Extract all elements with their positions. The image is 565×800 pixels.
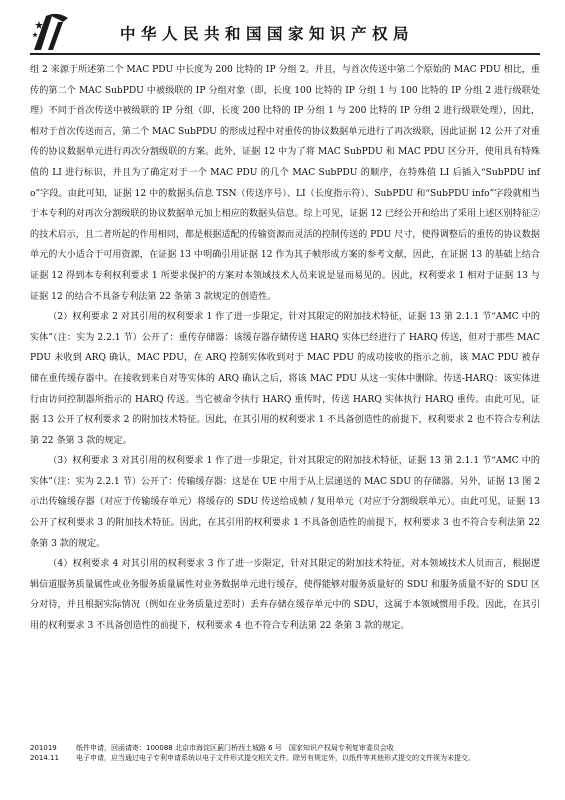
page-footer: [30, 743, 540, 763]
header-divider: [30, 53, 540, 55]
office-name-title: 中华人民共和国国家知识产权局: [120, 25, 415, 43]
form-date: 2014.11: [30, 754, 59, 762]
decision-body: [30, 60, 540, 637]
paper-submission-notice: 纸件申请，回函请寄：100088 北京市海淀区蓟门桥西土城路 6 号 国家知识产权局专利复审委员会收: [76, 744, 394, 752]
paragraph-claim-2: （2）权利要求 2 对其引用的权利要求 1 作了进一步限定，针对其限定的附加技术特征，证据 13 第 2.1.1 节“AMC 中的实体”（注：实为 2.2.1 节）公开了：重传存储器：该缓存器存储传送 HARQ 实体已经进行了 HARQ 传送，但对于那些 MAC PDU 未收到 ARQ 确认，MAC PDU，在 ARQ 控制实体收到对于 MAC PDU 的成功接收的指示之前，该 MAC PDU 被存储在重传缓存器中。在接收到来自对等实体的 ARQ 确认之后，将该 MAC PDU 从这一实体中删除。传送-HARQ：该实体进行由访问控制器所指示的 HARQ 传送。当它被命令执行 HARQ 重传时，传送 HARQ 实体执行 HARQ 重传。由此可见，证据 13 公开了权利要求 2 的附加技术特征。因此，在其引用的权利要求 1 不具备创造性的前提下，权利要求 2 也不符合专利法第 22 条第 3 款的规定。: [30, 312, 540, 446]
cnipa-logo-icon: [32, 10, 70, 52]
paragraph-continuation: 组 2 来源于所述第二个 MAC PDU 中长度为 200 比特的 IP 分组 2。并且，与首次传送中第二个原始的 MAC PDU 相比，重传的第二个 MAC SubPDU 中被级联的 IP 分组对象（即，长度 100 比特的 IP 分组 1 与 100 比特的 IP 分组 2 进行级联处理）不同于首次传送中被级联的 IP 分组（即，长度 200 比特的 IP 分组 1 与 200 比特的 IP 分组 2 进行级联处理），因此，相对于首次传送而言，第二个 MAC SubPDU 的形成过程中对重传的协议数据单元进行了再次级联，因此证据 12 公开了对重传的协议数据单元进行再次分割级联的方案。此外，证据 12 中为了将 MAC SubPDU 和 MAC PDU 区分开，使用具有特殊值的 LI 进行标识，并且为了确定对于一个 MAC PDU 的几个 MAC SubPDU 的顺序，在特殊值 LI 后插入“SubPDU info”字段。由此可知，证据 12 中的数据头信息 TSN（传送序号）、LI（长度指示符）、SubPDU 和“SubPDU info”字段就相当于本专利的对再次分割级联的协议数据单元加上相应的数据头信息。综上可见，证据 12 已经公开和给出了采用上述区别特征②的技术启示，且二者所起的作用相同，都是根据适配的传输资源而灵活的控制传送的 PDU 尺寸，使得调整后的重传的协议数据单元的大小适合于可用资源，在证据 13 中明确引用证据 12 作为其子帧形成方案的参考文献，因此，在证据 13 的基础上结合证据 12 得到本专利权利要求 1 所要求保护的方案对本领域技术人员来说是显而易见的。因此，权利要求 1 相对于证据 13 与证据 12 的结合不具备专利法第 22 条第 3 款规定的创造性。: [30, 65, 540, 302]
paragraph-claim-4: （4）权利要求 4 对其引用的权利要求 3 作了进一步限定，针对其限定的附加技术特征，对本领域技术人员而言，根据逻辑信道服务质量属性或业务服务质量属性对业务数据单元进行缓存，使得能够对服务质量好的 SDU 和服务质量不好的 SDU 区分对待，并且根据实际情况（例如在业务质量过差时）丢弃存储在缓存单元中的 SDU，这属于本领域惯用手段。因此，在其引用的权利要求 3 不具备创造性的前提下，权利要求 4 也不符合专利法第 22 条第 3 款的规定。: [30, 559, 540, 632]
form-code: 201019: [30, 744, 57, 752]
electronic-submission-notice: 电子申请，应当通过电子专利申请系统以电子文件形式提交相关文件。除另有规定外，以纸件等其他形式提交的文件视为未提交。: [76, 754, 475, 762]
paragraph-claim-3: （3）权利要求 3 对其引用的权利要求 1 作了进一步限定，针对其限定的附加技术特征，证据 13 第 2.1.1 节“AMC 中的实体”（注：实为 2.2.1 节）公开了：传输缓存器：这是在 UE 中用于从上层递送的 MAC SDU 的存储器。另外，证据 13 图 2 示出传输缓存器（对应于传输缓存单元）将缓存的 SDU 传送给成帧 / 复用单元（对应于分割级联单元）。由此可见，证据 13 公开了权利要求 3 的附加技术特征。因此，在其引用的权利要求 1 不具备创造性的前提下，权利要求 3 也不符合专利法第 22 条第 3 款的规定。: [30, 456, 540, 549]
